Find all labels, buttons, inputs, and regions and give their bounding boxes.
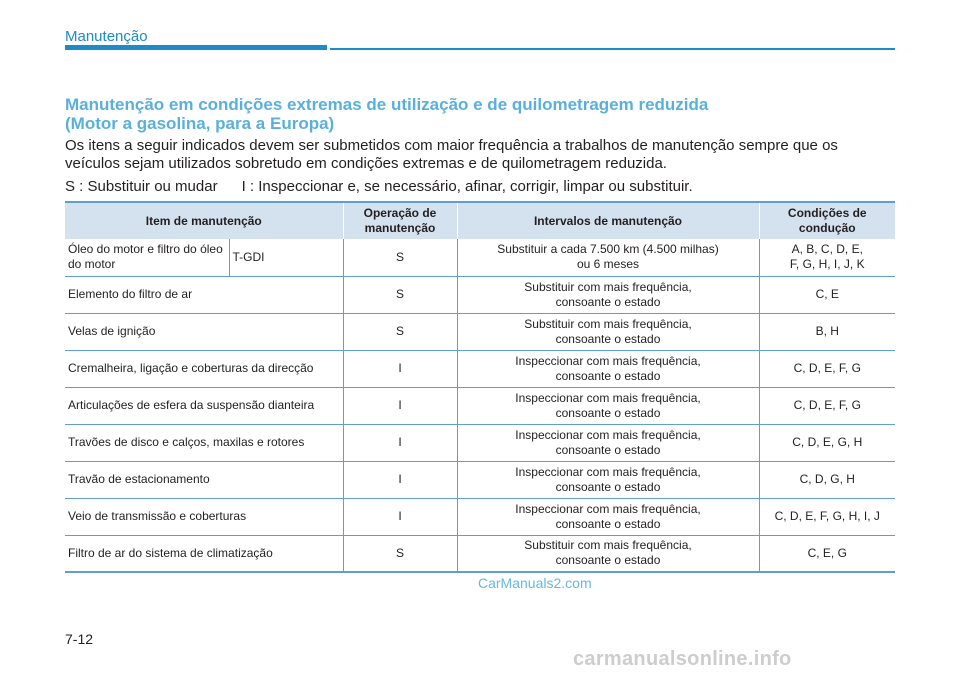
row-interval: Inspeccionar com mais frequência, consoante o estado bbox=[457, 461, 759, 498]
row-operation: I bbox=[343, 350, 457, 387]
row-conditions: C, D, E, G, H bbox=[759, 424, 895, 461]
row-interval: Inspeccionar com mais frequência, consoante o estado bbox=[457, 498, 759, 535]
page-heading bbox=[65, 95, 895, 133]
row-operation: I bbox=[343, 424, 457, 461]
row-conditions: B, H bbox=[759, 313, 895, 350]
row-interval: Substituir a cada 7.500 km (4.500 milhas) ou 6 meses bbox=[457, 239, 759, 276]
row-conditions: C, D, E, F, G bbox=[759, 350, 895, 387]
table-row bbox=[65, 424, 895, 461]
row-operation: I bbox=[343, 387, 457, 424]
legend-i: I : Inspeccionar e, se necessário, afinar, corrigir, limpar ou substituir. bbox=[241, 178, 693, 195]
section-title: Manutenção bbox=[65, 28, 148, 45]
legend-s: S : Substituir ou mudar bbox=[65, 178, 218, 195]
row-item: Velas de ignição bbox=[65, 313, 343, 350]
header-rule-thick bbox=[65, 45, 327, 50]
row-interval: Inspeccionar com mais frequência, consoante o estado bbox=[457, 424, 759, 461]
table-row bbox=[65, 535, 895, 572]
row-conditions: C, D, E, F, G, H, I, J bbox=[759, 498, 895, 535]
row-item: Filtro de ar do sistema de climatização bbox=[65, 535, 343, 572]
row-operation: I bbox=[343, 461, 457, 498]
header-interval: Intervalos de manutenção bbox=[457, 202, 759, 239]
row-operation: S bbox=[343, 313, 457, 350]
page-number: 7-12 bbox=[65, 631, 94, 647]
row-operation: S bbox=[343, 535, 457, 572]
table-row bbox=[65, 498, 895, 535]
row-item: Travão de estacionamento bbox=[65, 461, 343, 498]
table-row bbox=[65, 461, 895, 498]
row-item: Cremalheira, ligação e coberturas da direcção bbox=[65, 350, 343, 387]
row-operation: S bbox=[343, 239, 457, 276]
row-operation: S bbox=[343, 276, 457, 313]
row-interval: Substituir com mais frequência, consoante o estado bbox=[457, 313, 759, 350]
row-conditions: C, E bbox=[759, 276, 895, 313]
intro-paragraph: Os itens a seguir indicados devem ser submetidos com maior frequência a trabalhos de manutenção sempre que os veículos sejam utilizados sobretudo em condições extremas e de quilometragem reduzida. bbox=[65, 137, 838, 172]
row-operation: I bbox=[343, 498, 457, 535]
table-row bbox=[65, 313, 895, 350]
header-item: Item de manutenção bbox=[65, 202, 343, 239]
row-conditions: C, D, E, F, G bbox=[759, 387, 895, 424]
table-header-row bbox=[65, 202, 895, 239]
legend bbox=[65, 178, 895, 196]
heading-line-1: Manutenção em condições extremas de utilização e de quilometragem reduzida bbox=[65, 95, 709, 114]
row-item: Óleo do motor e filtro do óleo do motor bbox=[65, 239, 229, 276]
row-engine: T-GDI bbox=[229, 239, 343, 276]
header-rule-thin bbox=[330, 48, 895, 50]
row-item: Elemento do filtro de ar bbox=[65, 276, 343, 313]
row-interval: Substituir com mais frequência, consoante o estado bbox=[457, 535, 759, 572]
row-interval: Inspeccionar com mais frequência, consoante o estado bbox=[457, 387, 759, 424]
row-conditions: C, D, G, H bbox=[759, 461, 895, 498]
row-item: Travões de disco e calços, maxilas e rotores bbox=[65, 424, 343, 461]
row-interval: Substituir com mais frequência, consoante o estado bbox=[457, 276, 759, 313]
row-item: Veio de transmissão e coberturas bbox=[65, 498, 343, 535]
table-row bbox=[65, 276, 895, 313]
footer-site-mark: carmanualsonline.info bbox=[573, 648, 792, 670]
row-interval: Inspeccionar com mais frequência, consoante o estado bbox=[457, 350, 759, 387]
maintenance-table bbox=[65, 201, 895, 573]
table-row bbox=[65, 387, 895, 424]
table-row bbox=[65, 350, 895, 387]
header-conditions: Condições de condução bbox=[759, 202, 895, 239]
row-conditions: A, B, C, D, E, F, G, H, I, J, K bbox=[759, 239, 895, 276]
heading-line-2: (Motor a gasolina, para a Europa) bbox=[65, 114, 335, 133]
watermark-link[interactable]: CarManuals2.com bbox=[478, 575, 592, 591]
table-row bbox=[65, 239, 895, 276]
header-operation: Operação de manutenção bbox=[343, 202, 457, 239]
row-conditions: C, E, G bbox=[759, 535, 895, 572]
row-item: Articulações de esfera da suspensão dianteira bbox=[65, 387, 343, 424]
